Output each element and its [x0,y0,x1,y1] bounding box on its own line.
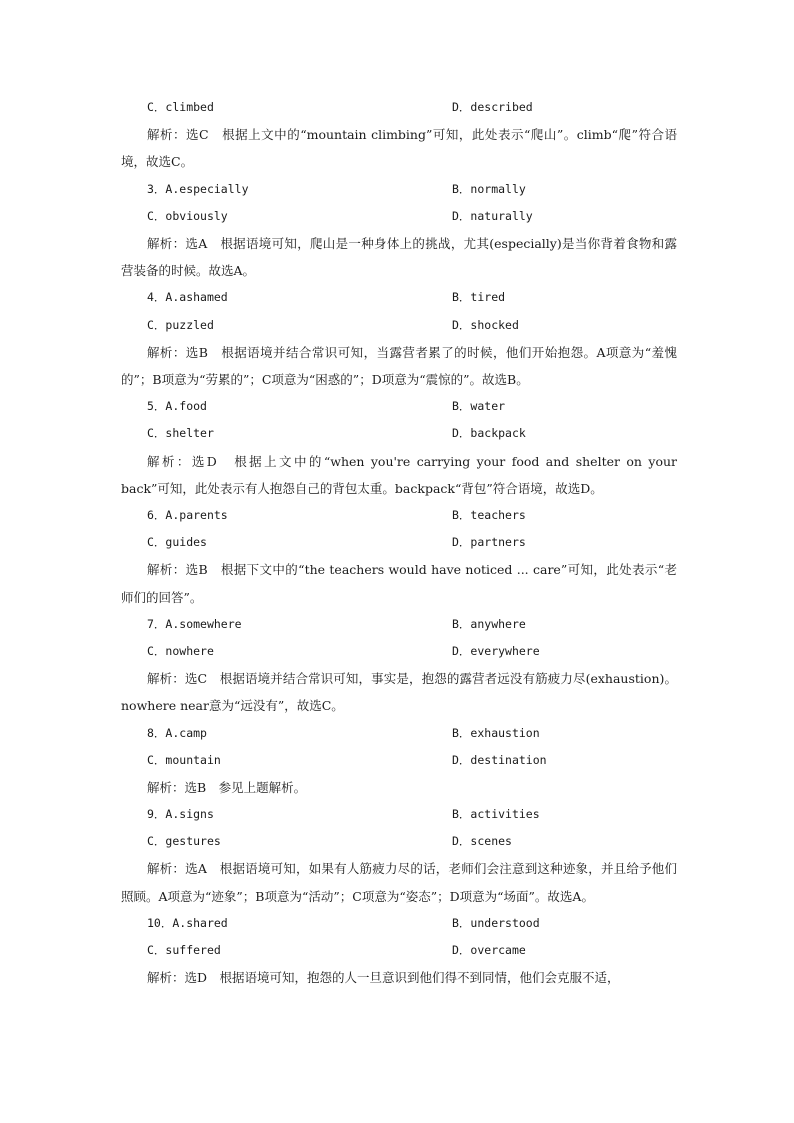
option-right: D．partners [452,535,526,550]
option-left: C．shelter [147,426,214,441]
explanation-text: 解析：选D 根据语境可知，抱怨的人一旦意识到他们得不到同情，他们会克服不适， [147,970,620,986]
option-left: 7．A.somewhere [147,616,242,631]
option-left: C．puzzled [147,317,214,332]
options-row [121,638,677,665]
option-right: B．teachers [452,507,526,522]
option-right: D．everywhere [452,643,540,658]
option-right: D．overcame [452,943,526,958]
options-row [121,828,677,855]
option-left: C．guides [147,535,207,550]
option-right: D．backpack [452,426,526,441]
options-row [121,720,677,747]
explanation-text: 解析：选B 根据下文中的“the teachers would have noticed ... care”可知，此处表示“老师们的回答”。 [121,562,677,605]
answer-explanations [121,94,677,991]
explanation-text: 解析：选B 参见上题解析。 [147,779,307,795]
options-row [121,611,677,638]
option-right: D．shocked [452,317,519,332]
options-row [121,910,677,937]
option-right: D．destination [452,752,547,767]
option-left: C．obviously [147,208,228,223]
option-left: 4．A.ashamed [147,290,228,305]
option-left: 8．A.camp [147,725,207,740]
question-block [121,611,677,720]
options-row [121,420,677,447]
option-left: 9．A.signs [147,807,214,822]
options-row [121,937,677,964]
option-right: B．normally [452,181,526,196]
question-block [121,94,677,176]
option-right: B．exhaustion [452,725,540,740]
option-right: D．described [452,100,533,114]
option-right: B．water [452,399,506,414]
question-block [121,176,677,285]
option-right: D．naturally [452,208,533,223]
explanation-text: 解析：选B 根据语境并结合常识可知，当露营者累了的时候，他们开始抱怨。A项意为“羞愧的”；B项意为“劳累的”；C项意为“困惑的”；D项意为“震惊的”。故选B。 [121,344,677,387]
question-block [121,720,677,802]
explanation-text: 解析：选A 根据语境可知，爬山是一种身体上的挑战，尤其(especially)是当你背着食物和露营装备的时候。故选A。 [121,235,677,279]
options-row [121,502,677,529]
option-right: B．tired [452,290,506,305]
explanation-text: 解析：选C 根据语境并结合常识可知，事实是，抱怨的露营者远没有筋疲力尽(exhaustion)。nowhere near意为“远没有”，故选C。 [121,671,677,714]
question-block [121,502,677,611]
option-left: 5．A.food [147,399,207,414]
options-row [121,284,677,311]
question-block [121,393,677,502]
option-right: B．activities [452,807,540,822]
option-left: 3．A.especially [147,181,249,196]
explanation-text: 解析：选A 根据语境可知，如果有人筋疲力尽的话，老师们会注意到这种迹象，并且给予他们照顾。A项意为“迹象”；B项意为“活动”；C项意为“姿态”；D项意为“场面”。故选A。 [121,861,677,904]
options-row [121,203,677,230]
options-row [121,312,677,339]
option-left: C．suffered [147,943,221,958]
options-row [121,801,677,828]
option-right: D．scenes [452,834,512,849]
option-left: C．gestures [147,834,221,849]
explanation-text: 解析：选D 根据上文中的“when you're carrying your food and shelter on your back”可知，此处表示有人抱怨自己的背包太重。backpack“背包”符合语境，故选D。 [121,453,677,496]
option-right: B．anywhere [452,616,526,631]
options-row [121,747,677,774]
option-left: C．nowhere [147,643,214,658]
option-left: 10．A.shared [147,915,228,930]
option-left: C．climbed [147,100,214,114]
question-block [121,910,677,992]
options-row [121,94,677,121]
option-right: B．understood [452,915,540,930]
explanation-text: 解析：选C 根据上文中的“mountain climbing”可知，此处表示“爬山”。climb“爬”符合语境，故选C。 [121,127,677,170]
option-left: 6．A.parents [147,507,228,522]
options-row [121,529,677,556]
question-block [121,284,677,393]
options-row [121,393,677,420]
options-row [121,176,677,203]
option-left: C．mountain [147,752,221,767]
question-block [121,801,677,910]
